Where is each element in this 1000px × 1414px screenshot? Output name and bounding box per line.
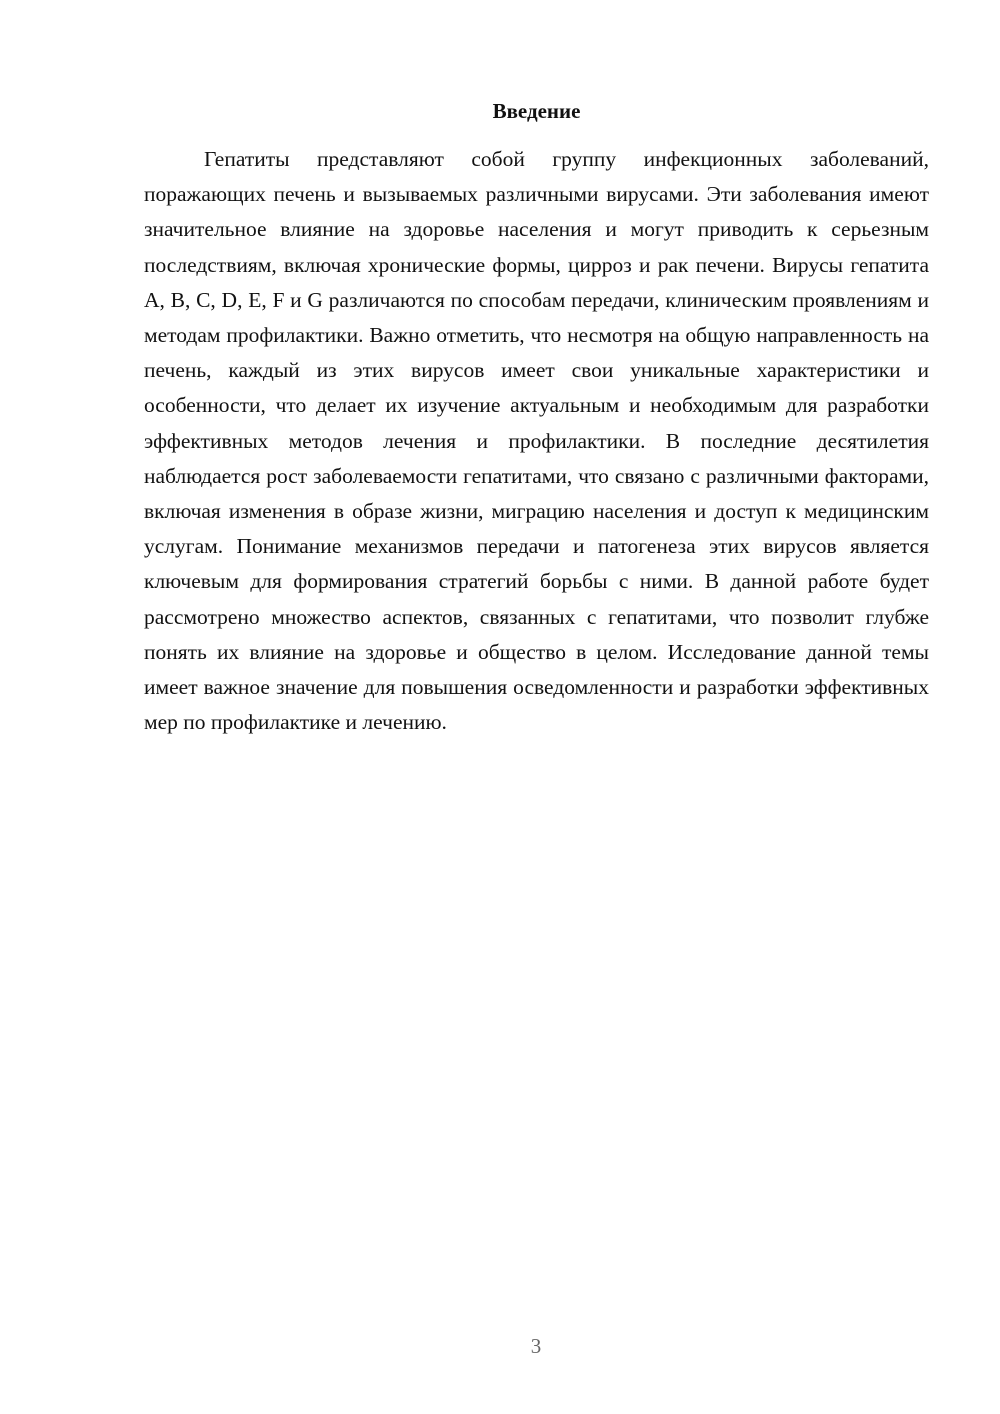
page-number: 3 <box>530 1334 542 1358</box>
section-heading: Введение <box>492 99 581 123</box>
intro-paragraph: Гепатиты представляют собой группу инфекционных заболеваний, поражающих печень и вызываемых различными вирусами. Эти заболевания имеют значительное влияние на здоровье населения и могут приводить к серьезным последствиям, включая хронические формы, цирроз и рак печени. Вирусы гепатита A, B, C, D, E, F и G различаются по способам передачи, клиническим проявлениям и методам профилактики. Важно отметить, что несмотря на общую направленность на печень, каждый из этих вирусов имеет свои уникальные характеристики и особенности, что делает их изучение актуальным и необходимым для разработки эффективных методов лечения и профилактики. В последние десятилетия наблюдается рост заболеваемости гепатитами, что связано с различными факторами, включая изменения в образе жизни, миграцию населения и доступ к медицинским услугам. Понимание механизмов передачи и патогенеза этих вирусов является ключевым для формирования стратегий борьбы с ними. В данной работе будет рассмотрено множество аспектов, связанных с гепатитами, что позволит глубже понять их влияние на здоровье и общество в целом. Исследование данной темы имеет важное значение для повышения осведомленности и разработки эффективных мер по профилактике и лечению. <box>144 147 929 735</box>
